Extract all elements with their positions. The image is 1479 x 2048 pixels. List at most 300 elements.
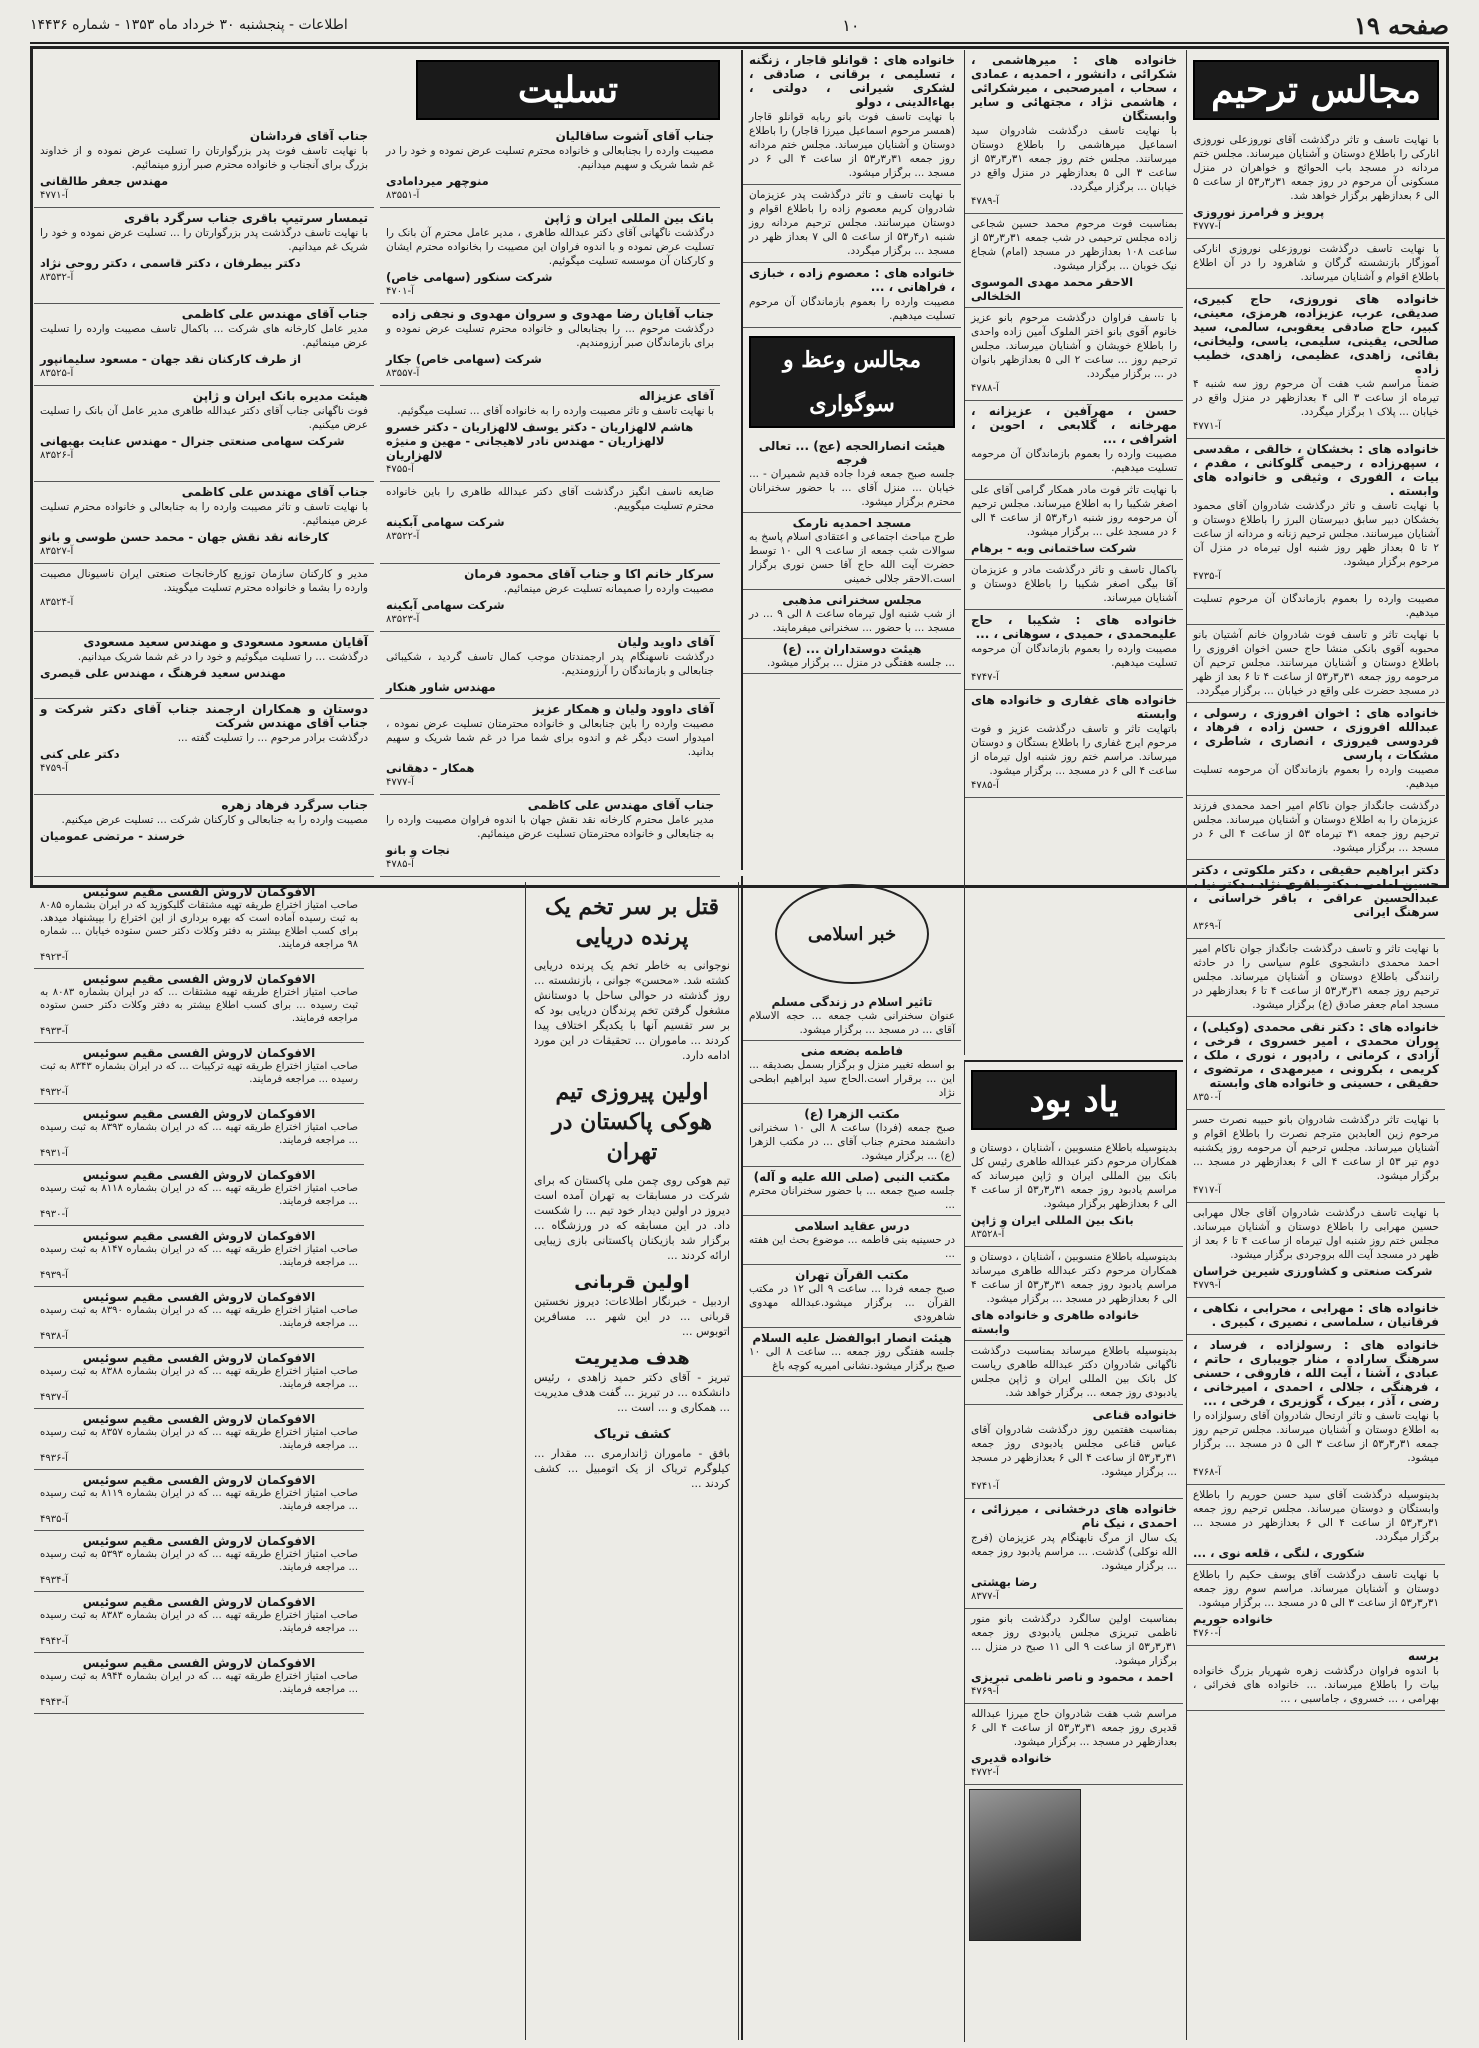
- notice-code: ۴۷۸۵-آ: [971, 780, 999, 791]
- portrait-photo: [969, 1789, 1081, 1941]
- notice-signature: از طرف کارکنان نقد جهان - مسعود سلیمانپور: [40, 352, 302, 366]
- notice-heading: خانواده های : مهرابی ، محرابی ، نکاهی ، فرقانیان ، سلماسی ، نصیری ، کبیری .: [1193, 1301, 1439, 1329]
- notice-code: ۸۳۵۲۶-آ: [40, 450, 74, 461]
- notice-text: صاحب امتیاز اختراع طریقه تهیه ... که در ایران بشماره ۸۳۸۸ به ثبت رسیده ... مراجعه فرمایند.: [40, 1366, 358, 1390]
- notice-item: [380, 126, 720, 208]
- notice-text: با نهایت تاسف فوت بانو ربابه قوانلو قاجار (همسر مرحوم اسماعیل میرزا قاجار) را باطلاع دوستان و آشنایان میرساند. مجلس ختم مردانه روز جمعه ۳۱ر۳ر۵۳ از ساعت ۴ الی ۶ در مسجد ... برگزار میشود.: [749, 111, 955, 179]
- notice-item: [965, 1499, 1183, 1609]
- notice-text: بدینوسیله درگذشت آقای سید حسن حوریم را باطلاع وابستگان و دوستان میرساند. مجلس ترحیم روز جمعه ۳۱ر۳ر۵۳ از ساعت ۴ الی ۶ بعدازظهر در مسجد ... برگزار میگردد.: [1193, 1489, 1439, 1543]
- notice-item: [1187, 289, 1445, 439]
- notice-heading: هیئت انصار ابوالفضل علیه السلام: [752, 1331, 952, 1345]
- notice-heading: جناب آقایان رضا مهدوی و سروان مهدوی و نجفی زاده: [391, 307, 714, 321]
- notice-item: [34, 1165, 364, 1226]
- notice-code: ۴۹۳۶-آ: [40, 1453, 68, 1464]
- notice-text: بمناسبت فوت مرحوم محمد حسین شجاعی زاده مجلس ترحیمی در شب جمعه ۳۱ر۳ر۵۳ از ساعت ۱۰۸ بعدازظهر در مسجد (امام) شجاع نیک خوبان ... برگزار میشود.: [971, 218, 1178, 272]
- notice-code: ۴۷۶۰-آ: [1193, 1628, 1221, 1639]
- notice-item: [1187, 589, 1445, 625]
- article-bird-egg-body: نوجوانی به خاطر تخم یک پرنده دریایی کشته شد. «محسن» جوانی ، بازنشسته ... روز گذشته در حوالی ساحل با دوستانش مشغول گرفتن تخم پرندگان دریایی بود که بر سر تقسیم آنها با یکدیگر اختلاف پیدا کردند ... ماموران ... تحقیقات در این مورد ادامه دارد.: [534, 959, 730, 1062]
- notice-heading: جناب سرگرد فرهاد زهره: [221, 798, 368, 812]
- notice-signature: شرکت صنعتی و کشاورزی شیرین خراسان: [1193, 1264, 1433, 1278]
- section-banner-vaz: مجالس وعظ و سوگواری: [749, 336, 955, 428]
- notice-signature: بانک بین المللی ایران و ژاپن: [971, 1213, 1134, 1227]
- notice-item: [34, 1653, 364, 1714]
- article-first-victim: [526, 1267, 738, 1343]
- notice-text: صاحب امتیاز اختراع طریقه تهیه ... که در ایران بشماره ۸۳۹۰ به ثبت رسیده ... مراجعه فرمایند.: [40, 1305, 358, 1329]
- notice-text: با نهایت تاثر و تاسف درگذشت جانگداز جوان ناکام امیر احمد محمدی دانشجوی علوم سیاسی را در حادثه رانندگی باطلاع دوستان و آشنایان میرساند. مجلس ترحیم روز جمعه ۳۱ر۳ر۵۳ از ساعت ۴ تا ۶ بعدازظهر در مسجد امام جعفر صادق (ع) برگزار میشود.: [1193, 943, 1440, 1011]
- notice-heading: الافوکمان لاروش الفسی مقیم سوئیس: [82, 1473, 316, 1487]
- notice-heading: خانواده های : قوانلو قاجار ، زنگنه ، تسلیمی ، برقانی ، صادقی ، لشکری شیرانی ، دولتی ، بهاءالدینی ، دولو: [749, 53, 955, 109]
- notice-code: ۴۹۳۲-آ: [40, 1087, 68, 1098]
- notice-item: [1187, 1017, 1445, 1110]
- notice-heading: سرکار خانم اکا و جناب آقای محمود فرمان: [464, 567, 714, 581]
- notice-code: ۴۷۰۱-آ: [386, 286, 414, 297]
- notice-heading: آقای عزیزاله: [638, 389, 714, 403]
- notice-signature: شرکت سهامی آبکینه: [386, 598, 505, 612]
- notice-text: بمناسبت اولین سالگرد درگذشت بانو منور ناظمی تبریزی مجلس یادبودی روز جمعه ۳۱ر۳ر۵۳ از ساعت ۹ الی ۱۱ صبح در منزل ... برگزار میشود.: [971, 1613, 1178, 1667]
- notice-code: ۴۷۱۷-آ: [1193, 1185, 1221, 1196]
- notice-signature: عبدالله مهدوی شاهرودی: [749, 1297, 955, 1323]
- notice-item: [743, 639, 961, 674]
- notice-code: ۸۳۷۷-آ: [971, 1591, 999, 1602]
- notice-heading: جناب آقای مهندس علی کاظمی: [527, 798, 714, 812]
- notice-item: [1187, 860, 1445, 939]
- notice-item: [1187, 1203, 1445, 1298]
- notice-heading: برسه: [1407, 1649, 1439, 1663]
- notice-text: مصیبت وارده را بعموم بازماندگان آن مرحومه تسلیت میدهیم.: [971, 448, 1177, 474]
- notice-signature: مهندس شاور هنکار: [386, 680, 496, 694]
- notice-text: مدیر عامل محترم کارخانه نقد نقش جهان با اندوه فراوان مصیبت وارده را به جنابعالی و خانواده محترمتان تسلیت عرض مینمائیم.: [386, 814, 714, 840]
- notice-text: صاحب امتیاز اختراع طریقه تهیه ترکیبات ... که در ایران بشماره ۸۳۴۳ به ثبت رسیده ... مراجعه فرمایند.: [40, 1061, 359, 1085]
- notice-code: ۴۷۷۱-آ: [1193, 421, 1221, 432]
- notice-code: ۸۳۵۲۸-آ: [971, 1229, 1005, 1240]
- column-tasliat: [34, 50, 720, 878]
- notice-item: [965, 1704, 1183, 1785]
- notice-heading: خانواده های درخشانی ، میرزائی ، احمدی ، نیک نام: [971, 1502, 1177, 1530]
- dateline: اطلاعات - پنجشنبه ۳۰ خرداد ماه ۱۳۵۳ - شماره ۱۴۴۳۶: [30, 17, 348, 33]
- notice-heading: خانواده های : دکتر نقی محمدی (وکیلی) ، پوران محمدی ، امیر خسروی ، فرخی ، آزادی ، کرمانی ، رادپور ، نوری ، ملک ، کریمی ، بکرونی ، میرمهدی ، مرتضوی ، حقیقی ، حسینی و خانواده های وابسته: [1193, 1020, 1439, 1090]
- notice-text: با نهایت تاسف فوت پدر بزرگوارتان را تسلیت عرض نموده و از خداوند بزرگ برای آنجناب و خانواده محترم صبر آرزو مینمائیم.: [40, 145, 368, 171]
- notice-heading: الافوکمان لاروش الفسی مقیم سوئیس: [82, 1290, 316, 1304]
- notice-code: ۴۷۸۵-آ: [386, 859, 414, 870]
- notice-signature: دکتر بیطرفان ، دکتر قاسمی ، دکتر روحی نژاد: [40, 256, 301, 270]
- notice-item: [1187, 939, 1445, 1017]
- article-opium-body: بافق - ماموران ژاندارمری ... مقدار ... کیلوگرم تریاک از یک اتومبیل ... کشف کردند ...: [534, 1447, 730, 1490]
- notice-text: باتهایت تاثر و تاسف درگذشت عزیز و فوت مرحوم ایرج غفاری را باطلاع بستگان و دوستان میرساند. مراسم ختم روز شنبه اول تیرماه از ساعت ۴ الی ۶ در مسجد ... برگزار میشود.: [971, 723, 1177, 777]
- notice-text: درگذشت جانگداز جوان ناکام امیر احمد محمدی فرزند عزیزمان را به اطلاع دوستان و آشنایان میرساند. مجلس ترحیم روز جمعه ۳۱ تیرماه ۵۳ از ساعت ۴ الی ۶ در مسجد ... برگزار میشود.: [1193, 800, 1440, 854]
- notice-item: [965, 560, 1183, 610]
- notice-text: مصیبت وارده را باین جنابعالی و خانواده محترمتان تسلیت عرض نموده ، امیدوار است دیگر غم و اندوه برای شما مرا در غم شما شریک و سهیم بدانید.: [386, 718, 714, 758]
- article-hockey-body: تیم هوکی روی چمن ملی پاکستان که برای شرکت در مسابقات به تهران آمده است دیروز در اولین دیدار خود تیم ... را شکست داد. در این مسابقه که در ورزشگاه ... برگزار شد بازیکنان پاکستانی بازی زیبایی ارائه کردند ...: [534, 1174, 730, 1262]
- section-banner-tasliat: تسلیت: [416, 60, 720, 120]
- notice-item: [34, 1470, 364, 1531]
- notice-code: ۴۷۴۷-آ: [971, 672, 999, 683]
- notice-item: [34, 564, 374, 632]
- notice-text: بمناسبت هفتمین روز درگذشت شادروان آقای عباس قناعی مجلس یادبودی روز جمعه ۳۱ر۳ر۵۳ از ساعت ۴ الی ۶ بعدازظهر در مسجد ... برگزار میشود.: [971, 1424, 1177, 1478]
- notice-heading: بانک بین المللی ایران و ژاپن: [544, 211, 714, 225]
- notice-code: ۴۹۳۴-آ: [40, 1575, 68, 1586]
- notice-item: [34, 1043, 364, 1104]
- notice-heading: هیئت مدیره بانک ایران و ژاپن: [192, 389, 368, 403]
- notice-heading: آقای داوید ولیان: [617, 635, 714, 649]
- folio: ۱۰: [842, 15, 860, 35]
- notice-signature: الحاج سید ابراهیم ابطحی نژاد: [749, 1073, 955, 1099]
- notice-code: ۴۹۳۸-آ: [40, 1331, 68, 1342]
- notice-text: بدینوسیله باطلاع میرساند بمناسبت درگذشت ناگهانی شادروان دکتر عبدالله طاهری ریاست کل بانک بین المللی ایران و ژاپن مجلس یادبودی روز جمعه ... برگزار خواهد شد.: [971, 1345, 1177, 1399]
- notice-item: [1187, 703, 1445, 796]
- notice-heading: خانواده های : رسولزاده ، فرساد ، سرهنگ ساراده ، منار جویباری ، حاتم ، عبادی ، آشنا ، آیت الله ، فاروقی ، حسنی ، فرهنگی ، جلالی ، احمدی ، امیرخانی ، رضی ، آذر ، بیرک ، گوزیری ، فرخی ، ...: [1193, 1338, 1439, 1408]
- notice-code: ۴۷۷۷-آ: [1193, 221, 1221, 232]
- notice-text: درگذشت مرحوم ... را بجنابعالی و خانواده محترم تسلیت عرض نموده و برای بازماندگان صبر آرزومندیم.: [386, 323, 714, 349]
- notice-code: ۴۷۴۱-آ: [971, 1481, 999, 1492]
- notice-item: [34, 1592, 364, 1653]
- notice-item: [380, 386, 720, 482]
- notice-code: ۴۷۵۹-آ: [40, 763, 68, 774]
- notice-code: ۸۳۵۲۴-آ: [40, 597, 74, 608]
- notice-signature: الاحقر جلالی خمینی: [844, 573, 930, 585]
- notice-text: عنوان سخنرانی شب جمعه ... حجه الاسلام آقای ... در مسجد ... برگزار میشود.: [749, 1010, 955, 1036]
- notice-item: [743, 1167, 961, 1216]
- article-first-victim-body: اردبیل - خبرنگار اطلاعات: دیروز نخستین قربانی ... در این شهر ... مسافرین اتوبوس ...: [534, 1295, 730, 1338]
- notice-item: [1187, 1646, 1445, 1711]
- notice-item: [965, 50, 1183, 214]
- notice-item: [1187, 239, 1445, 289]
- notice-code: ۸۳۵۲۵-آ: [40, 368, 74, 379]
- notice-item: [1187, 796, 1445, 860]
- notice-text: جلسه صبح جمعه فردا جاده قدیم شمیران - ... خیابان ... منزل آقای ... با حضور سخنرانان محترم برگزار میشود.: [749, 468, 955, 508]
- notice-code: ۸۳۵۵۱-آ: [386, 190, 420, 201]
- article-management-title: هدف مدیریت: [574, 1348, 690, 1369]
- article-opium-title: کشف تریاک: [593, 1427, 671, 1442]
- notice-signature: دکتر علی کنی: [40, 747, 120, 761]
- notice-code: ۸۳۶۹-آ: [1193, 921, 1221, 932]
- notice-signature: شکوری ، لنگی ، قلعه نوی ، ...: [1193, 1546, 1365, 1560]
- notice-code: ۴۷۷۷-آ: [386, 777, 414, 788]
- notice-item: [1187, 1335, 1445, 1485]
- notice-signature: شرکت (سهامی خاص) جکار: [386, 352, 542, 366]
- notice-text: صاحب امتیاز اختراع طریقه تهیه ... که در ایران بشماره ۸۱۱۹ به ثبت رسیده ... مراجعه فرمایند.: [40, 1488, 358, 1512]
- notice-code: ۴۹۳۰-آ: [40, 1209, 68, 1220]
- notice-code: ۸۳۵۰-آ: [1193, 1092, 1221, 1103]
- notice-signature: نشانی امیریه کوچه باغ: [772, 1360, 871, 1372]
- article-opium: [526, 1419, 738, 1495]
- notice-text: درگذشت برادر مرحوم ... را تسلیت گفته ...: [177, 732, 368, 744]
- notice-code: ۴۹۲۳-آ: [40, 952, 68, 963]
- notice-item: [965, 1341, 1183, 1405]
- notice-heading: الافوکمان لاروش الفسی مقیم سوئیس: [82, 1412, 316, 1426]
- notice-text: صاحب امتیاز اختراع طریقه تهیه مشتقات گلیکوزید که در ایران بشماره ۸۰۸۵ به ثبت رسیده آماده است که بهره برداری از این اختراع را بپیشنهاد میدهد. برای کسب اطلاع بیشتر به دفتر وکلات دکتر حسن ستوده خیابان ... شماره ۹۸ مراجعه فرمایند.: [40, 900, 358, 950]
- notice-text: صاحب امتیاز اختراع طریقه تهیه ... که در ایران بشماره ۸۹۴۴ به ثبت رسیده ... مراجعه فرمایند.: [40, 1671, 358, 1695]
- notice-signature: رضا بهشتی: [971, 1575, 1037, 1589]
- notice-item: [743, 1104, 961, 1167]
- notice-text: با نهایت تاسف درگذشت نوروزعلی نوروزی انارکی آموزگار بازنشسته گرگان و شاهرود را در آن اطلاع باطلاع اقوام و آشنایان میرساند.: [1193, 243, 1439, 283]
- notice-text: صاحب امتیاز اختراع طریقه تهیه ... که در ایران بشماره ۸۳۸۳ به ثبت رسیده ... مراجعه فرمایند.: [40, 1610, 358, 1634]
- notice-item: [1187, 130, 1445, 239]
- notice-item: [380, 795, 720, 877]
- column-yadbud: [964, 1060, 1183, 2042]
- notice-text: با نهایت تاسف درگذشت شادروان آقای جلال مهرابی حسین مهرابی را باطلاع دوستان و آشنایان میرساند. مجلس ختم روز شنبه اول تیرماه از ساعت ۴ تا ۶ بعد از ظهر در مسجد آیت الله بروجردی برگزار میشود.: [1193, 1207, 1440, 1261]
- notice-code: ۴۹۳۳-آ: [40, 1026, 68, 1037]
- notice-text: مصیبت وارده را صمیمانه تسلیت عرض مینمائیم.: [503, 583, 714, 595]
- notice-item: [34, 208, 374, 304]
- notice-code: ۴۹۴۳-آ: [40, 1697, 68, 1708]
- notice-item: [965, 1405, 1183, 1499]
- notice-heading: خانواده های : اخوان افروزی ، رسولی ، عبدالله افروزی ، حسن زاده ، فرهاد ، فردوسی فیروزی ، انصاری ، شاطری ، مشکات ، پارسی: [1193, 706, 1439, 762]
- notice-signature: خانواده قدیری: [971, 1751, 1052, 1765]
- notice-signature: احمد ، محمود و ناصر ناظمی تبریزی: [971, 1670, 1174, 1684]
- masthead: [30, 8, 1449, 44]
- notice-signature: همکار - دهقانی: [386, 761, 475, 775]
- notice-heading: تاثیر اسلام در زندگی مسلم: [771, 995, 933, 1009]
- notice-heading: مکتب النبی (صلی الله علیه و آله): [753, 1170, 951, 1184]
- notice-code: ۸۳۵۲۲-آ: [386, 531, 420, 542]
- notice-text: فوت ناگهانی جناب آقای دکتر عبدالله طاهری مدیر عامل آن بانک را تسلیت عرض میکنیم.: [40, 405, 368, 431]
- notice-code: ۸۳۵۵۷-آ: [386, 368, 420, 379]
- notice-heading: هیئت انصارالحجه (عج) ... تعالی فرجه: [758, 439, 946, 467]
- notice-text: ضمناً مراسم شب هفت آن مرحوم روز سه شنبه ۴ تیرماه از ساعت ۳ الی ۴ بعدازظهر در منزل واقع در خیابان ... پلاک ۱ برگزار میگردد.: [1193, 378, 1439, 418]
- notice-item: [34, 969, 364, 1043]
- column-patent-ads: [34, 882, 364, 2040]
- notice-signature: مهندس سعید فرهنگ ، مهندس علی قیصری: [40, 666, 286, 680]
- notice-text: صاحب امتیاز اختراع طریقه تهیه مشتقات ... که در ایران بشماره ۸۰۸۳ به ثبت رسیده ... برای کسب اطلاع بیشتر به دفتر وکلات دکتر حسن ستوده مراجعه فرمایند.: [40, 987, 358, 1024]
- notice-heading: خانواده قناعی: [1092, 1408, 1177, 1422]
- notice-text: درگذشت ... را تسلیت میگوئیم و خود را در غم شما شریک میدانیم.: [77, 651, 368, 663]
- notice-item: [34, 632, 374, 699]
- notice-text: با نهایت تاسف و تاثر مصیبت وارده را به جنابعالی و خانواده محترم تسلیت عرض مینمائیم.: [40, 501, 368, 527]
- notice-text: یک سال از مرگ نابهنگام پدر عزیزمان (فرج الله نوکلی) گذشت. ... مراسم یادبود روز جمعه ... برگزار میشود.: [971, 1532, 1177, 1572]
- notice-item: [34, 386, 374, 482]
- notice-text: با اندوه فراوان درگذشت زهره شهریار بزرگ خانواده بیات را باطلاع میرساند. ... خانواده های فخرائی ، بهرامی ، ... خسروی ، جاماسبی ، ...: [1193, 1665, 1439, 1705]
- notice-signature: شرکت سهامی صنعتی جنرال - مهندس عنایت بهبهانی: [40, 434, 345, 448]
- notice-text: صبح جمعه (فردا) ساعت ۸ الی ۱۰ سخنرانی دانشمند محترم جناب آقای ... در مکتب الزهرا (ع) ... برگزار میشود.: [749, 1122, 956, 1162]
- notice-item: [380, 304, 720, 386]
- notice-text: با نهایت تاثر فوت مادر همکار گرامی آقای علی اصغر شکیبا را به اطلاع میرساند. مجلس ترحیم آن مرحومه روز شنبه ۱ر۴ر۵۳ از ساعت ۴ الی ۶ در مسجد علی ... برگزار میشود.: [971, 484, 1177, 538]
- notice-signature: پرویز و فرامرز نوروزی: [1193, 205, 1325, 219]
- notice-signature: شرکت سهامی آبکینه: [386, 515, 505, 529]
- notice-text: مصیبت وارده را بجنابعالی و خانواده محترم تسلیت عرض نموده و خود را در غم شما شریک و سهیم میدانیم.: [386, 145, 714, 171]
- notice-signature: خانواده طاهری و خانواده های وابسته: [971, 1308, 1140, 1336]
- notice-item: [34, 699, 374, 795]
- notice-text: با نهایت تاسف و تاثر درگذشت پدر عزیزمان شادروان کریم معصوم زاده را باطلاع اقوام و دوستان میرسانند. مجلس ترحیم مردانه روز شنبه ۱ر۴ر۵۳ از ساعت ۵ الی ۷ بعداز ظهر در مسجد ... برگزار میگردد.: [749, 189, 956, 257]
- notice-heading: الافوکمان لاروش الفسی مقیم سوئیس: [82, 972, 316, 986]
- notice-heading: خانواده های : بخشکان ، خالقی ، مقدسی ، سپهرزاده ، رحیمی گلوکانی ، مقدم ، بیات ، الفوری ، وثیقی و خانواده های وابسته .: [1193, 442, 1439, 498]
- notice-heading: جناب آقای آشوت ساقالیان: [555, 129, 714, 143]
- notice-signature: نجات و بانو: [386, 843, 450, 857]
- notice-item: [1187, 439, 1445, 589]
- notice-text: با نهایت تاسف و تاثر مصیبت وارده را به خانواده آقای ... تسلیت میگوئیم.: [397, 405, 714, 417]
- notice-text: بدینوسیله باطلاع منسوبین ، آشنایان ، دوستان و همکاران مرحوم دکتر عبدالله طاهری میرساند مراسم یادبود روز جمعه ۳۱ر۳ر۵۳ از ساعت ۴ الی ۶ بعدازظهر در مسجد ... برگزار میشود.: [971, 1251, 1177, 1305]
- notice-text: مصیبت وارده را بعموم بازماندگان آن مرحوم تسلیت میدهیم.: [1193, 593, 1439, 619]
- notice-item: [965, 308, 1183, 401]
- notice-item: [1187, 1485, 1445, 1565]
- notice-text: بدینوسیله باطلاع منسوبین ، آشنایان ، دوستان و همکاران مرحوم دکتر عبدالله طاهری رئیس کل بانک بین المللی ایران و ژاپن میرساند که مراسم یادبود روز جمعه ۳۱ر۳ر۵۳ از ساعت ۴ الی ۶ بعدازظهر برگزار میشود.: [971, 1142, 1177, 1210]
- notice-heading: هیئت دوستداران ... (ع): [782, 642, 922, 656]
- notice-heading: جناب آقای مهندس علی کاظمی: [181, 485, 368, 499]
- notice-code: ۴۷۸۸-آ: [971, 383, 999, 394]
- notice-text: مدیر و کارکنان سازمان توزیع کارخانجات صنعتی ایران ناسیونال مصیبت وارده را بشما و خانواده محترم تسلیت میگویند.: [40, 568, 368, 594]
- notice-item: [743, 436, 961, 513]
- notice-heading: خانواده های : میرهاشمی ، شکرائی ، دانشور ، احمدیه ، عمادی ، سحاب ، امیرصحبی ، میرشکرائی ، هاشمی نژاد ، مجتهائی و سایر وابستگان: [971, 53, 1177, 123]
- notice-heading: الافوکمان لاروش الفسی مقیم سوئیس: [82, 1351, 316, 1365]
- notice-item: [34, 882, 364, 969]
- notice-text: بو اسطه تغییر منزل و برگزار بسمل بصدیقه ... این ... برقرار است.: [749, 1059, 955, 1085]
- notice-item: [34, 795, 374, 877]
- notice-heading: الافوکمان لاروش الفسی مقیم سوئیس: [82, 1229, 316, 1243]
- notice-item: [743, 185, 961, 263]
- article-bird-egg-title: قتل بر سر تخم یک پرنده دریایی: [544, 894, 720, 950]
- notice-text: صاحب امتیاز اختراع طریقه تهیه ... که در ایران بشماره ۸۱۱۸ به ثبت رسیده ... مراجعه فرمایند.: [40, 1183, 358, 1207]
- notice-item: [380, 208, 720, 304]
- notice-item: [965, 690, 1183, 798]
- notice-text: صاحب امتیاز اختراع طریقه تهیه ... که در ایران بشماره ۸۱۴۷ به ثبت رسیده ... مراجعه فرمایند.: [40, 1244, 358, 1268]
- notice-heading: مجلس سخنرانی مذهبی: [782, 593, 922, 607]
- article-management-body: تبریز - آقای دکتر حمید زاهدی ، رئیس دانشکده ... در تبریز ... گفت هدف مدیریت ... همکاری و ... است ...: [534, 1371, 730, 1414]
- notice-text: مصیبت وارده را بعموم بازماندگان آن مرحومه تسلیت میدهیم.: [1193, 764, 1439, 790]
- notice-item: [34, 304, 374, 386]
- notice-text: مدیر عامل کارخانه های شرکت ... باکمال تاسف مصیبت وارده را تسلیت عرض مینمائیم.: [40, 323, 368, 349]
- notice-heading: الافوکمان لاروش الفسی مقیم سوئیس: [82, 1534, 316, 1548]
- notice-text: صاحب امتیاز اختراع طریقه تهیه ... که در ایران بشماره ۸۳۹۳ به ثبت رسیده ... مراجعه فرمایند.: [40, 1122, 358, 1146]
- notice-code: ۴۷۷۲-آ: [971, 1767, 999, 1778]
- notice-text: درگذشت ناسهنگام پدر ارجمندتان موجب کمال تاسف گردید ، شکیبائی جنابعالی و بازماندگان را آرزومندیم.: [386, 651, 714, 677]
- notice-item: [965, 480, 1183, 560]
- notice-code: ۴۹۳۵-آ: [40, 1514, 68, 1525]
- column-khabar-islami: [741, 876, 961, 2040]
- notice-code: ۴۷۶۹-آ: [971, 1686, 999, 1697]
- notice-item: [1187, 1565, 1445, 1646]
- notice-text: از شب شنبه اول تیرماه ساعت ۸ الی ۹ ... در مسجد ... با حضور ... سخنرانی میفرمایند.: [749, 608, 955, 634]
- notice-text: ضایعه ناسف انگیز درگذشت آقای دکتر عبدالله طاهری را باین خانواده محترم تسلیت میگوییم.: [386, 486, 714, 512]
- page-number: صفحه ۱۹: [1353, 10, 1449, 40]
- notice-text: صبح جمعه فردا ... ساعت ۹ الی ۱۲ در مکتب القرآن ... برگزار میشود.: [749, 1283, 955, 1309]
- notice-code: ۴۷۵۵-آ: [386, 464, 414, 475]
- notice-item: [34, 1348, 364, 1409]
- notice-item: [965, 401, 1183, 480]
- notice-heading: مسجد احمدیه نارمک: [792, 516, 912, 530]
- notice-heading: خانواده های : معصوم زاده ، خبازی ، فراهانی ، ...: [749, 266, 955, 294]
- notice-text: جلسه هفتگی روز جمعه ... ساعت ۸ الی ۱۰ صبح برگزار میشود.: [749, 1346, 956, 1372]
- notice-text: مصیبت وارده را بعموم بازماندگان آن مرحوم تسلیت میدهیم.: [749, 296, 955, 322]
- notice-heading: درس عقاید اسلامی: [794, 1219, 910, 1233]
- notice-item: [34, 126, 374, 208]
- notice-text: مصیبت وارده را بعموم بازماندگان آن مرحومه تسلیت میدهیم.: [971, 643, 1177, 669]
- notice-signature: منوچهر میردامادی: [386, 174, 489, 188]
- column-tarhim-right: [1186, 50, 1445, 2040]
- notice-item: [34, 1409, 364, 1470]
- article-hockey-title: اولین پیروزی تیم هوکی پاکستان در تهران: [552, 1079, 712, 1165]
- notice-text: مصیبت وارده را به جنابعالی و کارکنان شرکت ... تسلیت عرض میکنیم.: [61, 814, 368, 826]
- article-bird-egg: [526, 882, 738, 1067]
- notice-heading: جناب آقای فرداشان: [249, 129, 368, 143]
- notice-item: [34, 482, 374, 564]
- notice-heading: مکتب الزهرا (ع): [804, 1107, 900, 1121]
- notice-text: با نهایت تاثر درگذشت شادروان بانو حبیبه نصرت حسر مرحوم زین العابدین مترجم نصرت را باطلاع اقوام و آشنایان میرساند. مجلس ترحیم آن مرحومه روز یکشنبه دوم تیر ۵۳ از ساعت ۴ الی ۶ بعدازظهر در مسجد ... برگزار میشود.: [1193, 1114, 1440, 1182]
- khabar-islami-emblem: خبر اسلامی: [775, 884, 929, 984]
- notice-item: [743, 590, 961, 639]
- notice-text: طرح مباحث اجتماعی و اعتقادی اسلام پاسخ به سوالات شب جمعه از ساعت ۹ الی ۱۰ توسط حضرت آیت الله حاج آقا حسن نوری برگزار است.: [749, 531, 956, 585]
- column-articles: [525, 882, 739, 2040]
- notice-heading: خانواده های نوروزی، حاج کبیری، صدیقی، عرب، عزیزاده، هرمزی، معینی، کبیر، حاج صادقی یعقوبی، سالمی، سید صالحی، یقینی، سلیمی، یاسی، ولیخانی، بقائی، زاهدی، عظیمی، زاهدی، خطیب زاده: [1193, 292, 1439, 376]
- notice-heading: آقایان مسعود مسعودی و مهندس سعید مسعودی: [83, 635, 368, 649]
- section-banner-tarhim: مجالس ترحیم: [1193, 60, 1439, 120]
- notice-code: ۴۷۸۹-آ: [971, 196, 999, 207]
- notice-signature: الاحقر محمد مهدی الموسوی الخلخالی: [971, 275, 1134, 303]
- notice-heading: آقای داوود ولیان و همکار عزیز: [532, 702, 714, 716]
- notice-item: [965, 1247, 1183, 1341]
- notice-item: [34, 1226, 364, 1287]
- notice-heading: دوستان و همکاران ارجمند جناب آقای دکتر شرکت و جناب آقای مهندس شرکت: [40, 702, 368, 730]
- notice-heading: الافوکمان لاروش الفسی مقیم سوئیس: [82, 1168, 316, 1182]
- notice-text: با نهایت تاسف درگذشت پدر بزرگوارتان را ... تسلیت عرض نموده و خود را شریک غم میدانیم.: [40, 227, 368, 253]
- notice-code: ۸۳۵۲۷-آ: [40, 546, 74, 557]
- notice-heading: الافوکمان لاروش الفسی مقیم سوئیس: [82, 885, 316, 899]
- column-tarhim-middle: [964, 50, 1183, 1055]
- notice-item: [34, 1104, 364, 1165]
- notice-text: با نهایت تاسف و تاثر درگذشت آقای نوروزعلی نوروزی انارکی را باطلاع دوستان و آشنایان میرساند. مجلس ختم مردانه در مسجد باب الحوائج و خواهران در منزل مسکونی آن مرحوم در روز جمعه ۳۱ر۳ر۵۳ از ساعت ۵ الی ۶ بعدازظهر برگزار خواهد شد.: [1193, 134, 1440, 202]
- notice-item: [743, 1328, 961, 1377]
- notice-heading: الافوکمان لاروش الفسی مقیم سوئیس: [82, 1107, 316, 1121]
- notice-code: ۴۹۳۹-آ: [40, 1270, 68, 1281]
- notice-item: [743, 1265, 961, 1328]
- notice-heading: الافوکمان لاروش الفسی مقیم سوئیس: [82, 1595, 316, 1609]
- notice-item: [1187, 625, 1445, 703]
- notice-heading: دکتر ابراهیم حقیقی ، دکتر ملکوتی ، دکتر حسین امامی ، دکتر باقری نژاد ، دکتر نیا ، عبدالحسین عراقی ، باقر خراسانی ، سرهنگ ایرانی: [1193, 863, 1439, 919]
- notice-item: [743, 50, 961, 185]
- notice-item: [34, 1531, 364, 1592]
- notice-heading: الافوکمان لاروش الفسی مقیم سوئیس: [82, 1656, 316, 1670]
- article-first-victim-title: اولین قربانی: [574, 1272, 690, 1293]
- notice-text: ... جلسه هفتگی در منزل ... برگزار میشود.: [767, 657, 955, 669]
- notice-signature: شرکت سنکور (سهامی خاص): [386, 270, 553, 284]
- notice-item: [34, 1287, 364, 1348]
- notice-signature: شرکت ساختمانی وبه - برهام: [971, 541, 1137, 555]
- notice-item: [743, 513, 961, 590]
- column-vaz: [741, 50, 961, 870]
- notice-code: ۴۹۴۲-آ: [40, 1636, 68, 1647]
- notice-code: ۴۷۷۱-آ: [40, 190, 68, 201]
- notice-text: با تاسف فراوان درگذشت مرحوم بانو عزیز خانوم آقوی بانو اختر الملوک آمین زاده واحدی را باطلاع خویشان و آشنایان میرساند. مجلس ترحیم روز ... ساعت ۲ الی ۵ بعدازظهر بانوان در ... برگزار میگردد.: [971, 312, 1178, 380]
- article-hockey: [526, 1067, 738, 1267]
- notice-code: ۴۹۳۷-آ: [40, 1392, 68, 1403]
- notice-text: صاحب امتیاز اختراع طریقه تهیه ... که در ایران بشماره ۵۳۹۳ به ثبت رسیده ... مراجعه فرمایند.: [40, 1549, 358, 1573]
- notice-item: [1187, 1298, 1445, 1335]
- notice-signature: مهندس جعفر طالقانی: [40, 174, 169, 188]
- article-management: [526, 1343, 738, 1419]
- notice-item: [743, 1041, 961, 1104]
- notice-heading: خانواده های غفاری و خانواده های وابسته: [971, 693, 1177, 721]
- notice-text: باکمال تاسف و تاثر درگذشت مادر و عزیزمان آقا بیگی اصغر شکیبا را باطلاع دوستان و آشنایان میرساند.: [971, 564, 1177, 604]
- notice-text: مراسم شب هفت شادروان حاج میرزا عبدالله قدیری روز جمعه ۳۱ر۳ر۵۳ از ساعت ۴ الی ۶ بعدازظهر در مسجد ... برگزار میشود.: [971, 1708, 1178, 1748]
- notice-item: [743, 263, 961, 328]
- notice-item: [965, 1138, 1183, 1247]
- notice-heading: مکتب القرآن تهران: [795, 1268, 909, 1282]
- notice-text: با نهایت تاسف درگذشت شادروان سید اسماعیل میرهاشمی را باطلاع دوستان میرسانند. مجلس ختم روز جمعه ۳۱ر۳ر۵۳ از ساعت ۳ الی ۵ بعدازظهر در منزل واقع در خیابان ... برگزار میگردد.: [971, 125, 1178, 193]
- notice-code: ۴۷۳۵-آ: [1193, 571, 1221, 582]
- notice-signature: کارخانه نقد نقش جهان - محمد حسن طوسی و بانو: [40, 530, 329, 544]
- notice-item: [965, 1609, 1183, 1704]
- notice-code: ۴۷۷۹-آ: [1193, 1280, 1221, 1291]
- notice-code: ۴۹۳۱-آ: [40, 1148, 68, 1159]
- section-banner-yadbud: یاد بود: [971, 1070, 1177, 1130]
- notice-item: [380, 482, 720, 564]
- notice-item: [965, 214, 1183, 308]
- notice-item: [380, 699, 720, 795]
- notice-text: صاحب امتیاز اختراع طریقه تهیه ... که در ایران بشماره ۸۳۵۷ به ثبت رسیده ... مراجعه فرمایند.: [40, 1427, 358, 1451]
- notice-text: با نهایت تاسف و تاثر درگذشت شادروان آقای محمود بخشکان دبیر سابق دبیرستان البرز را باطلاع دوستان و آشنایان میرسانند. مجلس ترحیم زنانه و مردانه از ساعت ۲ تا ۵ بعداز ظهر روز شنبه اول تیرماه در منزل آن مرحوم برگزار میشود.: [1193, 500, 1439, 568]
- notice-item: [965, 610, 1183, 690]
- notice-heading: فاطمه بضعه منی: [800, 1044, 904, 1058]
- notice-heading: جناب آقای مهندس علی کاظمی: [181, 307, 368, 321]
- notice-item: [743, 1216, 961, 1265]
